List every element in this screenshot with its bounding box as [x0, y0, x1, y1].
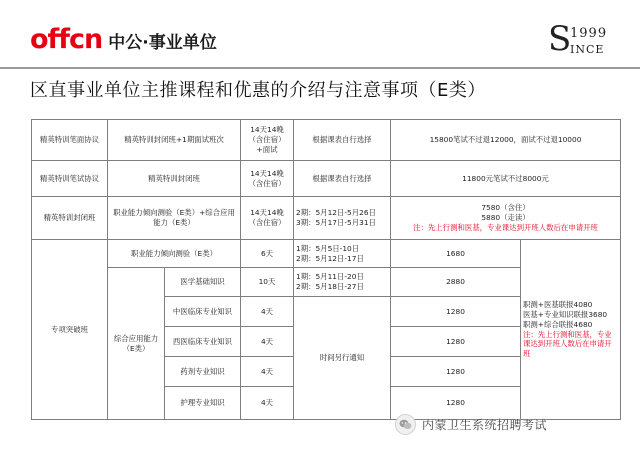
bundle-offer-text: 职测+医基联报4080 医基+专业知识联报3680 职测+综合联报4680	[523, 299, 608, 329]
bundle-offer-note: 注：先上行测和医基，专业课达到开班人数后在申请开班	[523, 329, 612, 359]
table-cell: 4天	[241, 357, 294, 387]
table-cell	[391, 197, 621, 240]
table-cell: 11800元笔试不过8000元	[391, 161, 621, 197]
course-table-wrap	[31, 119, 620, 420]
table-cell: 4天	[241, 327, 294, 357]
zonghe-label: 综合应用能力（E类）	[108, 268, 165, 420]
table-row	[32, 120, 621, 161]
table-cell: 护理专业知识	[165, 387, 241, 420]
open-class-note: 注：先上行测和医基，专业课达到开班人数后在申请开班	[413, 222, 598, 232]
table-cell: 西医临床专业知识	[165, 327, 241, 357]
table-cell: 精英特训封闭班	[108, 161, 241, 197]
table-row	[32, 197, 621, 240]
table-cell: 4天	[241, 297, 294, 327]
offcn-logo	[30, 26, 217, 53]
table-cell: 2880	[391, 268, 521, 297]
table-cell: 精英特训笔试协议	[32, 161, 108, 197]
logo-subtitle: 中公·事业单位	[108, 33, 217, 53]
table-cell: 中医临床专业知识	[165, 297, 241, 327]
table-cell: 精英特训封闭班	[32, 197, 108, 240]
table-cell: 精英特训笔面协议	[32, 120, 108, 161]
table-cell: 15800笔试不过退12000，面试不过退10000	[391, 120, 621, 161]
table-cell: 10天	[241, 268, 294, 297]
table-cell: 职业能力倾向测验（E类）+综合应用能力（E类）	[108, 197, 241, 240]
table-cell: 2期：5月12日-5月26日 3期：5月17日-5月31日	[294, 197, 391, 240]
table-row	[32, 161, 621, 197]
bundle-offer-cell	[521, 240, 621, 420]
table-cell: 药剂专业知识	[165, 357, 241, 387]
wechat-icon	[395, 414, 416, 435]
since-1999-badge	[548, 19, 618, 60]
table-cell: 1280	[391, 387, 521, 420]
course-group-label: 专项突破班	[32, 240, 108, 420]
course-table	[31, 119, 621, 420]
table-cell: 精英特训封闭班+1期面试班次	[108, 120, 241, 161]
logo-wordmark: offcn	[30, 24, 103, 55]
table-cell: 1280	[391, 357, 521, 387]
table-cell: 医学基础知识	[165, 268, 241, 297]
table-cell: 14天14晚（含住宿）	[241, 197, 294, 240]
table-cell: 1680	[391, 240, 521, 268]
since-year: 1999	[570, 26, 608, 41]
table-cell: 14天14晚（含住宿）+面试	[241, 120, 294, 161]
time-note-cell: 时间另行通知	[294, 297, 391, 420]
header-divider	[0, 67, 640, 69]
since-letter: S	[548, 19, 572, 59]
table-cell: 1280	[391, 327, 521, 357]
table-cell: 1期：5月5日-10日 2期：5月12日-17日	[294, 240, 391, 268]
table-cell: 根据课表自行选择	[294, 120, 391, 161]
table-cell: 1期：5月11日-20日 2期：5月18日-27日	[294, 268, 391, 297]
table-cell: 4天	[241, 387, 294, 420]
page-title: 区直事业单位主推课程和优惠的介绍与注意事项（E类）	[30, 80, 486, 101]
watermark-text: 内蒙卫生系统招聘考试	[422, 418, 548, 432]
table-cell: 6天	[241, 240, 294, 268]
page-header	[0, 0, 640, 62]
table-cell: 1280	[391, 297, 521, 327]
table-cell: 14天14晚（含住宿）	[241, 161, 294, 197]
table-cell: 职业能力倾向测验（E类）	[108, 240, 241, 268]
table-cell: 根据课表自行选择	[294, 161, 391, 197]
table-row	[32, 240, 621, 268]
wechat-watermark	[395, 414, 547, 435]
since-text: INCE	[570, 43, 605, 56]
price-text: 7580（含住） 5880（走读）	[481, 203, 530, 222]
